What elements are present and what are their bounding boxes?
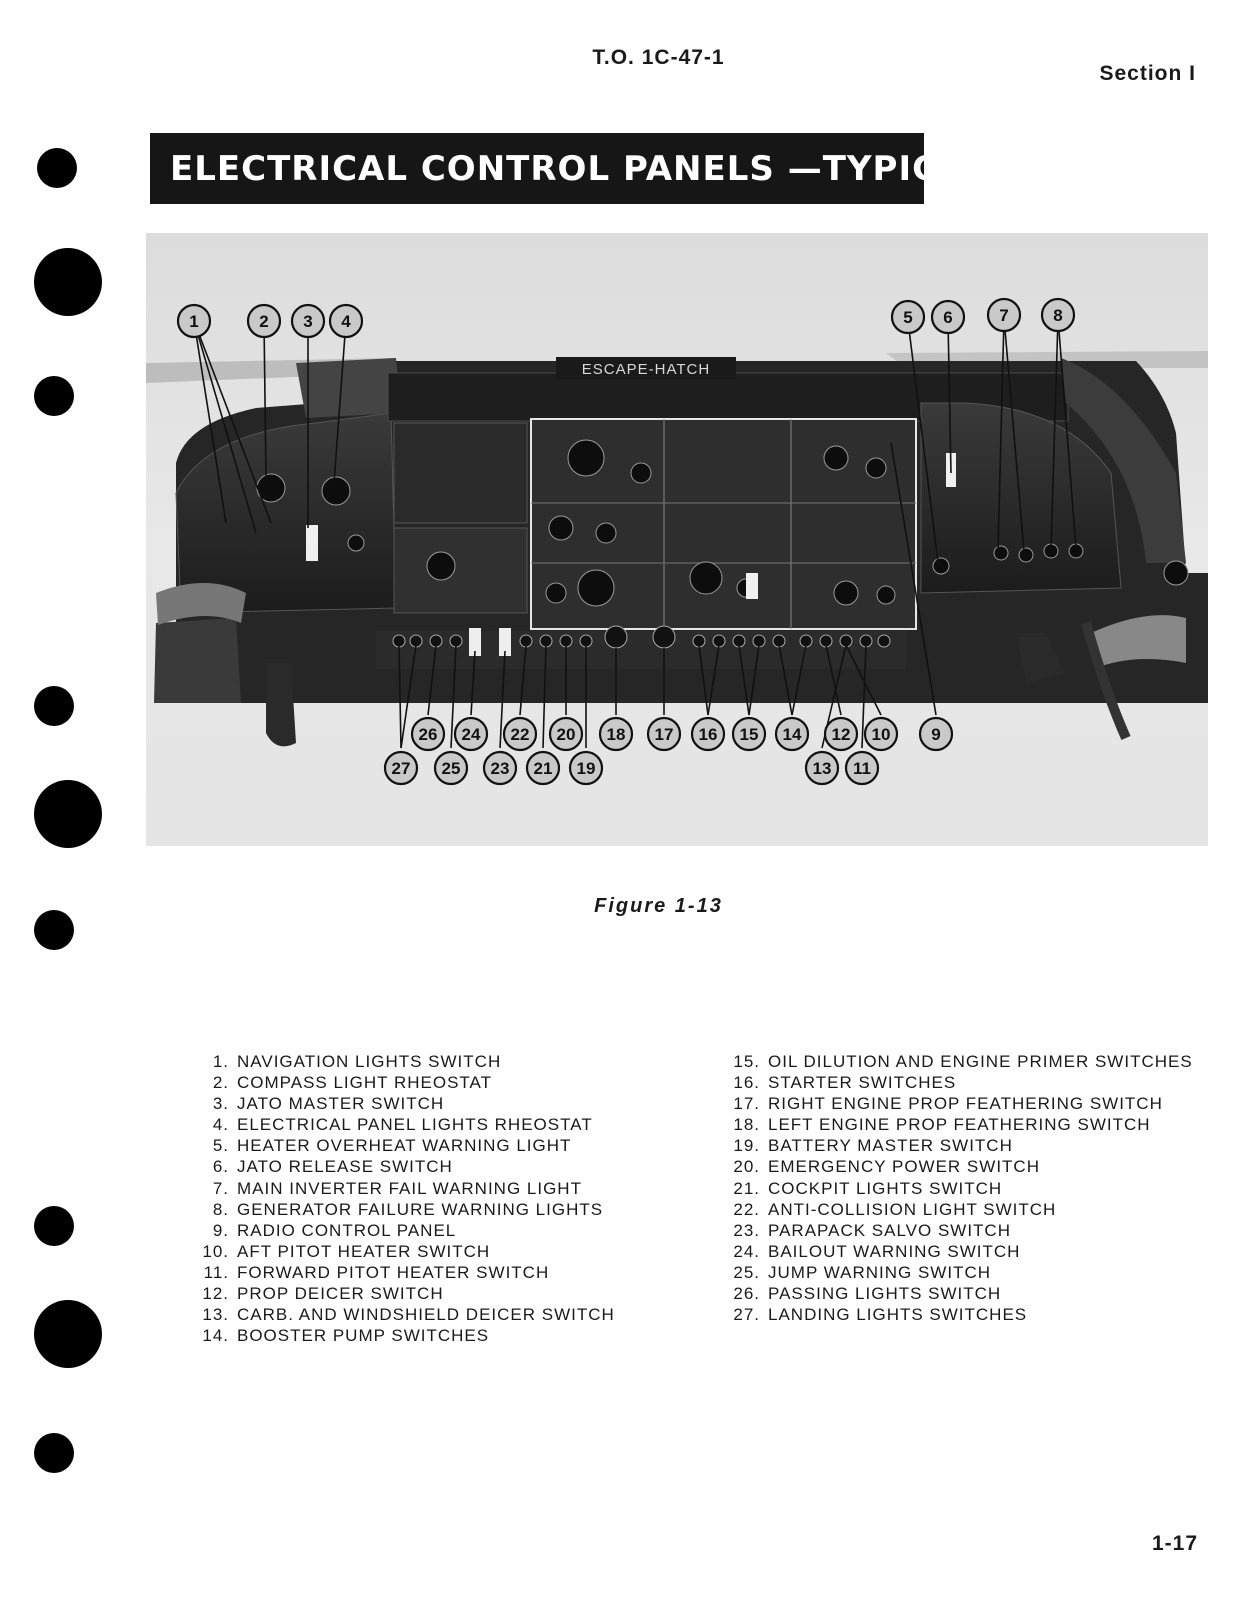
svg-text:9: 9 bbox=[931, 725, 941, 744]
binder-hole bbox=[34, 248, 102, 316]
escape-hatch-label: ESCAPE-HATCH bbox=[581, 361, 711, 378]
callout-14 bbox=[776, 718, 808, 750]
binder-hole bbox=[34, 376, 74, 416]
svg-text:4: 4 bbox=[341, 312, 351, 331]
binder-hole bbox=[34, 1433, 74, 1473]
callout-19 bbox=[570, 752, 602, 784]
svg-text:17: 17 bbox=[654, 725, 674, 744]
svg-text:21: 21 bbox=[533, 759, 553, 778]
binder-hole bbox=[34, 1206, 74, 1246]
svg-text:19: 19 bbox=[576, 759, 596, 778]
figure-title: ELECTRICAL CONTROL PANELS —TYPICAL bbox=[170, 149, 989, 189]
binder-hole bbox=[34, 1300, 102, 1368]
callout-13 bbox=[806, 752, 838, 784]
legend-item: 19. BATTERY MASTER SWITCH bbox=[733, 1136, 1013, 1156]
svg-text:24: 24 bbox=[461, 725, 481, 744]
legend-item: 14. BOOSTER PUMP SWITCHES bbox=[202, 1326, 490, 1346]
legend-item: 21. COCKPIT LIGHTS SWITCH bbox=[733, 1178, 1003, 1198]
legend-item: 16. STARTER SWITCHES bbox=[733, 1073, 957, 1093]
callout-11 bbox=[846, 752, 878, 784]
svg-text:13: 13 bbox=[812, 759, 832, 778]
page-number: 1-17 bbox=[1151, 1532, 1198, 1555]
callout-27 bbox=[385, 752, 417, 784]
callout-6 bbox=[932, 301, 964, 333]
svg-text:27: 27 bbox=[391, 759, 411, 778]
legend-item: 8. GENERATOR FAILURE WARNING LIGHTS bbox=[212, 1199, 604, 1219]
legend-item: 18. LEFT ENGINE PROP FEATHERING SWITCH bbox=[733, 1115, 1151, 1135]
svg-text:22: 22 bbox=[510, 725, 530, 744]
svg-text:12: 12 bbox=[831, 725, 851, 744]
callout-22 bbox=[504, 718, 536, 750]
legend-item: 2. COMPASS LIGHT RHEOSTAT bbox=[212, 1073, 492, 1093]
legend-item: 17. RIGHT ENGINE PROP FEATHERING SWITCH bbox=[733, 1094, 1163, 1114]
svg-text:23: 23 bbox=[490, 759, 510, 778]
legend-item: 15. OIL DILUTION AND ENGINE PRIMER SWITCHES bbox=[733, 1052, 1193, 1071]
legend-item: 11. FORWARD PITOT HEATER SWITCH bbox=[203, 1262, 550, 1282]
callout-2 bbox=[248, 305, 280, 337]
callout-16 bbox=[692, 718, 724, 750]
legend-item: 6. JATO RELEASE SWITCH bbox=[212, 1157, 453, 1177]
legend-item: 22. ANTI-COLLISION LIGHT SWITCH bbox=[733, 1199, 1057, 1219]
callout-5 bbox=[892, 301, 924, 333]
legend-item: 13. CARB. AND WINDSHIELD DEICER SWITCH bbox=[202, 1305, 615, 1325]
legend-item: 5. HEATER OVERHEAT WARNING LIGHT bbox=[212, 1136, 572, 1156]
callout-3 bbox=[292, 305, 324, 337]
legend-item: 1. NAVIGATION LIGHTS SWITCH bbox=[212, 1052, 502, 1071]
cockpit-panel-photo bbox=[146, 233, 1208, 846]
legend-left-column bbox=[193, 1051, 615, 1346]
svg-text:25: 25 bbox=[441, 759, 461, 778]
legend-item: 20. EMERGENCY POWER SWITCH bbox=[733, 1157, 1040, 1177]
binder-hole bbox=[34, 686, 74, 726]
svg-text:11: 11 bbox=[853, 759, 871, 778]
svg-text:18: 18 bbox=[606, 725, 626, 744]
svg-text:15: 15 bbox=[739, 725, 759, 744]
legend-item: 24. BAILOUT WARNING SWITCH bbox=[733, 1241, 1021, 1261]
legend-item: 7. MAIN INVERTER FAIL WARNING LIGHT bbox=[212, 1178, 582, 1198]
legend-item: 12. PROP DEICER SWITCH bbox=[202, 1284, 444, 1304]
legend-item: 9. RADIO CONTROL PANEL bbox=[212, 1220, 457, 1240]
svg-text:26: 26 bbox=[418, 725, 438, 744]
callout-8 bbox=[1042, 299, 1074, 331]
legend-item: 10. AFT PITOT HEATER SWITCH bbox=[202, 1241, 491, 1261]
callout-23 bbox=[484, 752, 516, 784]
callout-7 bbox=[988, 299, 1020, 331]
technical-order-number: T.O. 1C-47-1 bbox=[592, 46, 725, 69]
section-label: Section I bbox=[1099, 62, 1196, 85]
svg-text:3: 3 bbox=[303, 312, 313, 331]
svg-text:6: 6 bbox=[943, 308, 953, 327]
callout-12 bbox=[825, 718, 857, 750]
callout-1 bbox=[178, 305, 210, 337]
figure-caption: Figure 1-13 bbox=[594, 895, 723, 917]
callout-21 bbox=[527, 752, 559, 784]
legend-right-column bbox=[724, 1051, 1193, 1325]
binder-hole bbox=[37, 148, 77, 188]
callout-10 bbox=[865, 718, 897, 750]
svg-text:1: 1 bbox=[189, 312, 199, 331]
callout-20 bbox=[550, 718, 582, 750]
svg-text:20: 20 bbox=[556, 725, 576, 744]
svg-text:10: 10 bbox=[871, 725, 891, 744]
svg-text:16: 16 bbox=[698, 725, 718, 744]
binder-hole bbox=[34, 780, 102, 848]
legend-item: 3. JATO MASTER SWITCH bbox=[212, 1094, 445, 1114]
callout-4 bbox=[330, 305, 362, 337]
callout-15 bbox=[733, 718, 765, 750]
legend-item: 25. JUMP WARNING SWITCH bbox=[733, 1262, 991, 1282]
callout-18 bbox=[600, 718, 632, 750]
figure-title-bar bbox=[150, 133, 989, 204]
svg-text:7: 7 bbox=[999, 306, 1009, 325]
svg-text:2: 2 bbox=[259, 312, 269, 331]
svg-text:5: 5 bbox=[903, 308, 913, 327]
svg-text:14: 14 bbox=[782, 725, 802, 744]
callout-9 bbox=[920, 718, 952, 750]
legend-item: 4. ELECTRICAL PANEL LIGHTS RHEOSTAT bbox=[212, 1115, 593, 1135]
callout-26 bbox=[412, 718, 444, 750]
callout-24 bbox=[455, 718, 487, 750]
legend-item: 23. PARAPACK SALVO SWITCH bbox=[733, 1220, 1011, 1240]
legend-item: 26. PASSING LIGHTS SWITCH bbox=[733, 1284, 1002, 1304]
legend-item: 27. LANDING LIGHTS SWITCHES bbox=[733, 1305, 1028, 1325]
callout-25 bbox=[435, 752, 467, 784]
svg-text:8: 8 bbox=[1053, 306, 1063, 325]
callout-17 bbox=[648, 718, 680, 750]
